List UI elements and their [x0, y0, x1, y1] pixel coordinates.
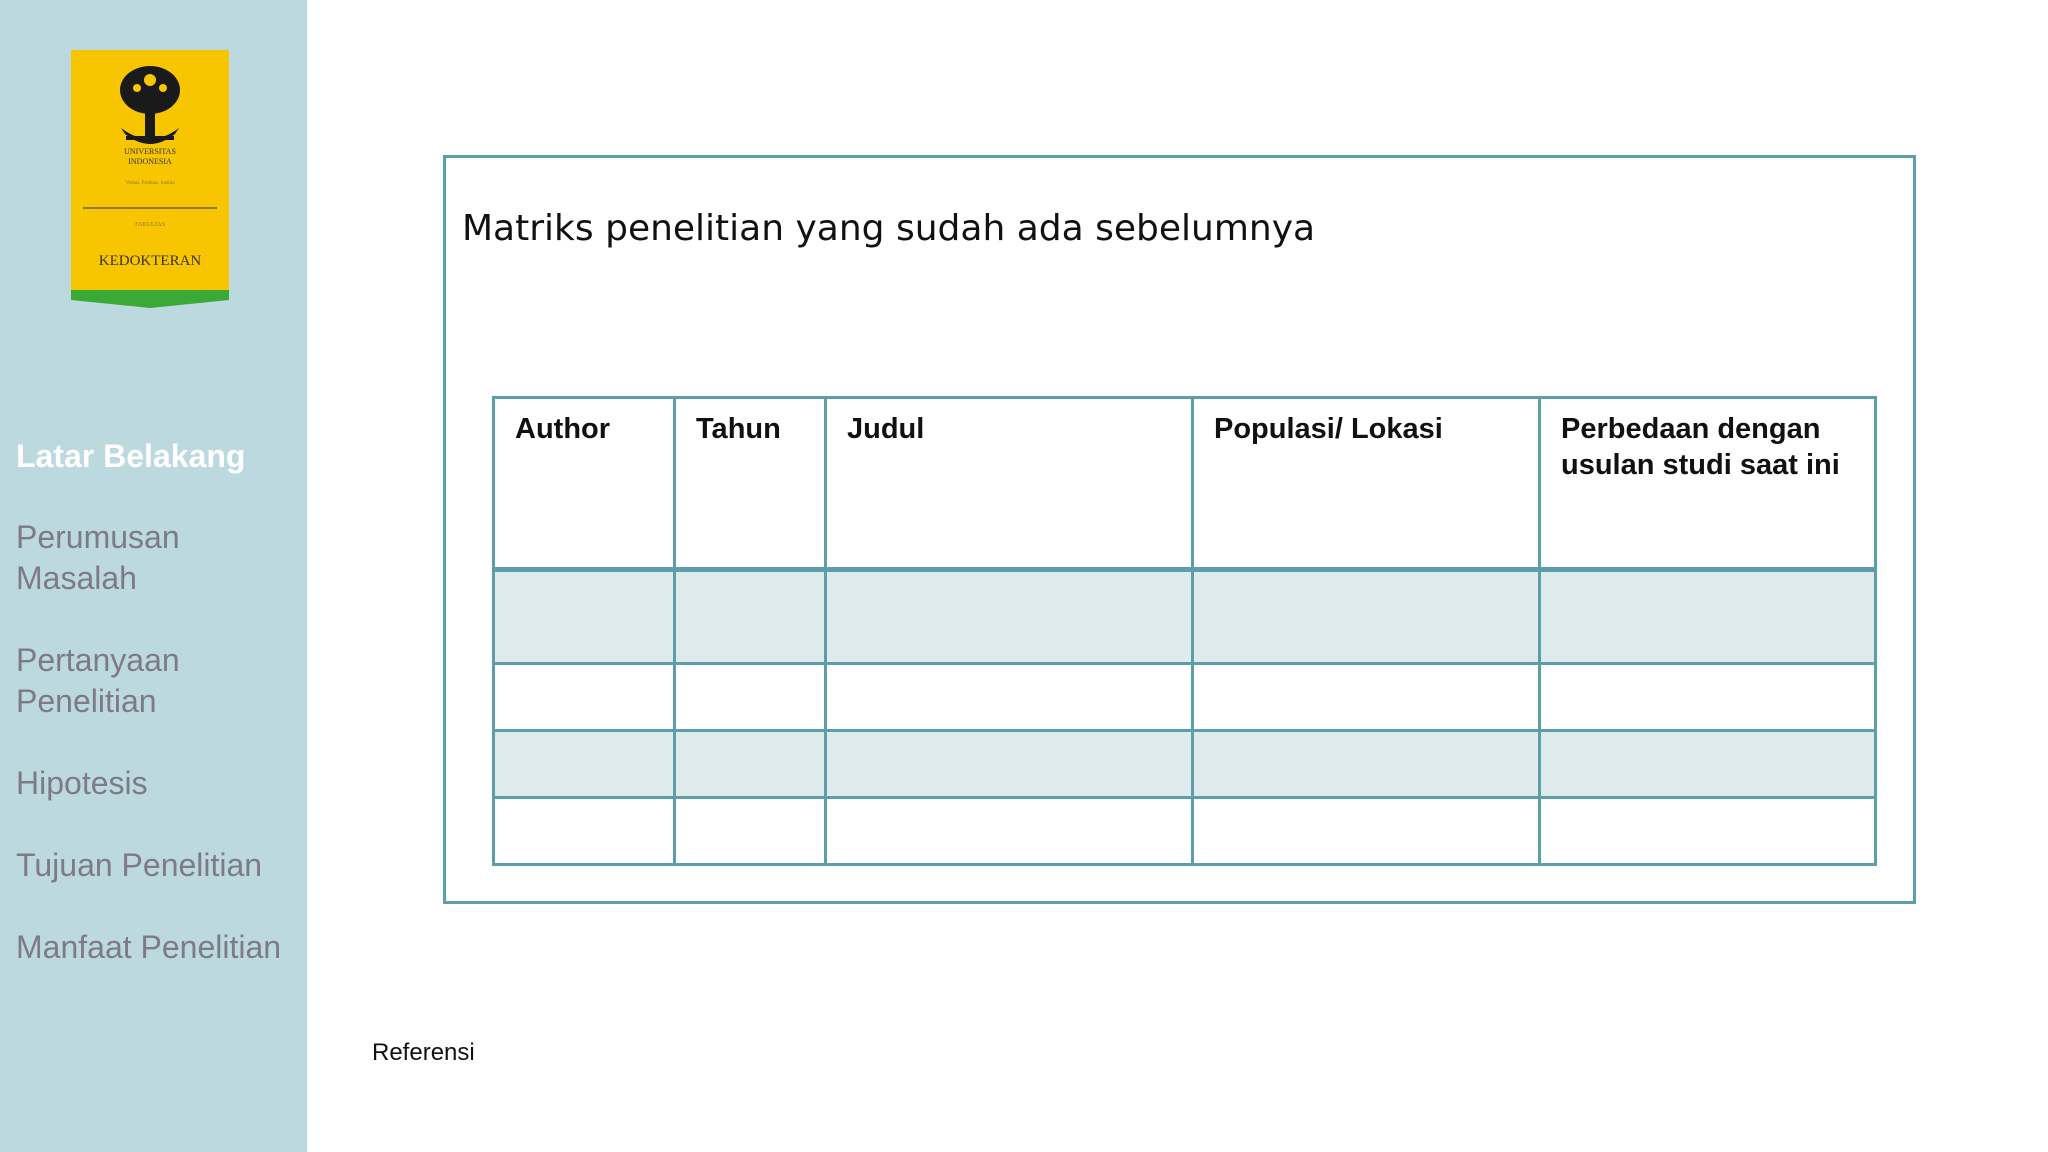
reference-label: Referensi	[372, 1039, 475, 1066]
nav-item-tujuan-penelitian[interactable]: Tujuan Penelitian	[16, 847, 263, 883]
panel-title: Matriks penelitian yang sudah ada sebelumnya	[462, 208, 1316, 249]
table-cell[interactable]	[494, 731, 675, 798]
table-cell[interactable]	[826, 731, 1193, 798]
table-cell[interactable]	[1540, 664, 1876, 731]
research-matrix-table	[492, 396, 1877, 866]
table-cell[interactable]	[826, 570, 1193, 664]
logo-small: FAKULTAS	[135, 222, 165, 228]
nav-item-pertanyaan-penelitian[interactable]: Pertanyaan Penelitian	[16, 642, 180, 719]
table-cell[interactable]	[826, 664, 1193, 731]
table-header-row	[494, 398, 1876, 570]
logo-line1: UNIVERSITAS	[124, 147, 176, 156]
table-cell[interactable]	[675, 731, 826, 798]
logo-line2: INDONESIA	[128, 157, 172, 166]
table-row	[494, 731, 1876, 798]
content-panel	[443, 155, 1916, 904]
table-cell[interactable]	[1193, 664, 1540, 731]
header-populasi-lokasi: Populasi/ Lokasi	[1193, 398, 1540, 570]
table-row	[494, 798, 1876, 865]
nav-item-hipotesis[interactable]: Hipotesis	[16, 765, 148, 801]
table-row	[494, 570, 1876, 664]
header-judul: Judul	[826, 398, 1193, 570]
table-cell[interactable]	[1193, 570, 1540, 664]
nav-item-manfaat-penelitian[interactable]: Manfaat Penelitian	[16, 929, 282, 965]
table-cell[interactable]	[675, 664, 826, 731]
universitas-indonesia-logo	[71, 50, 229, 308]
table-cell[interactable]	[826, 798, 1193, 865]
sidebar	[0, 0, 307, 1152]
table-cell[interactable]	[494, 570, 675, 664]
table-cell[interactable]	[675, 798, 826, 865]
header-tahun: Tahun	[675, 398, 826, 570]
header-perbedaan: Perbedaan dengan usulan studi saat ini	[1540, 398, 1876, 570]
table-cell[interactable]	[494, 798, 675, 865]
table-cell[interactable]	[1540, 731, 1876, 798]
table-cell[interactable]	[1193, 731, 1540, 798]
table-cell[interactable]	[1540, 798, 1876, 865]
table-cell[interactable]	[1540, 570, 1876, 664]
table-cell[interactable]	[494, 664, 675, 731]
nav-item-latar-belakang[interactable]: Latar Belakang	[16, 438, 246, 474]
table-cell[interactable]	[1193, 798, 1540, 865]
table-cell[interactable]	[675, 570, 826, 664]
logo-faculty: KEDOKTERAN	[98, 253, 202, 269]
nav-item-perumusan-masalah[interactable]: Perumusan Masalah	[16, 519, 180, 596]
table-row	[494, 664, 1876, 731]
logo-motto: Veritas, Probitas, Iustitia	[125, 181, 175, 186]
header-author: Author	[494, 398, 675, 570]
